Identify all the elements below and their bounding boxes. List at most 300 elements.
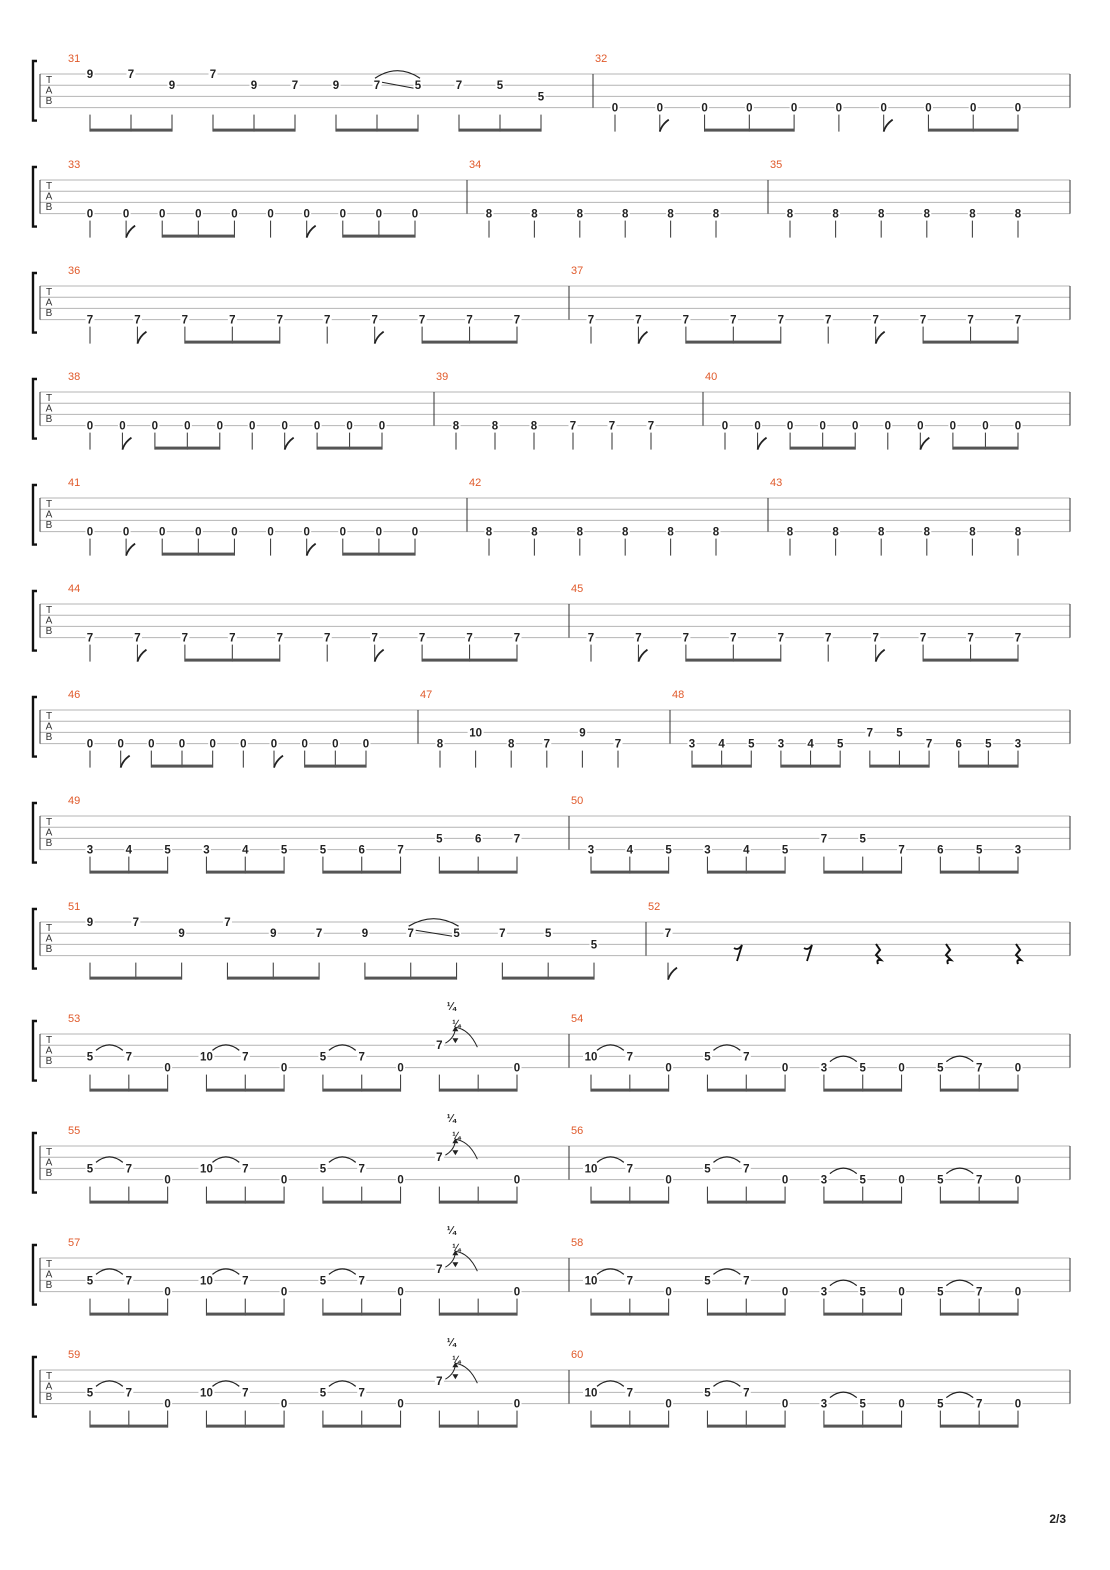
tab-clef-letter: T <box>45 605 53 616</box>
note-flag <box>660 120 669 132</box>
fret-number: 8 <box>786 208 794 221</box>
fret-number: 7 <box>436 1376 443 1389</box>
note-beam <box>90 1089 168 1092</box>
tab-system <box>33 1337 1070 1428</box>
tie-arc <box>212 1045 239 1051</box>
fret-number: 5 <box>781 844 789 857</box>
measure-number: 46 <box>68 689 81 701</box>
note-beam <box>591 1089 669 1092</box>
fret-number: 7 <box>682 314 690 327</box>
note-flag <box>884 120 893 132</box>
note-flag <box>375 650 384 662</box>
fret-number: 7 <box>371 314 378 327</box>
fret-number: 3 <box>1014 738 1022 751</box>
eighth-rest <box>734 945 742 961</box>
note-beam <box>591 1201 669 1204</box>
fret-number: 0 <box>164 1286 171 1299</box>
fret-number: 8 <box>531 526 538 539</box>
measure-number: 53 <box>68 1013 81 1025</box>
fret-number: 5 <box>859 833 866 846</box>
fret-number: 5 <box>280 844 288 857</box>
tab-clef-letter: T <box>45 1035 53 1046</box>
fret-number: 7 <box>743 1051 750 1064</box>
fret-number: 0 <box>209 738 216 751</box>
measure-number: 49 <box>68 795 81 807</box>
note-beam <box>940 1201 1018 1204</box>
fret-number: 0 <box>303 526 310 539</box>
fret-number: 7 <box>608 420 616 433</box>
note-beam <box>90 977 182 980</box>
fret-number: 8 <box>531 208 538 221</box>
fret-number: 7 <box>324 314 331 327</box>
fret-number: 7 <box>436 1152 443 1165</box>
fret-number: 7 <box>626 1051 634 1064</box>
fret-number: 5 <box>86 1051 94 1064</box>
fret-number: 3 <box>203 844 210 857</box>
note-beam <box>206 1425 284 1428</box>
note-beam <box>343 235 415 238</box>
system-bracket <box>33 803 37 863</box>
fret-number: 0 <box>240 738 247 751</box>
fret-number: 7 <box>86 632 94 645</box>
fret-number: 7 <box>872 632 879 645</box>
page-number: 2/3 <box>1049 1512 1066 1526</box>
tab-system <box>33 265 1070 344</box>
measure-number: 39 <box>436 371 449 383</box>
measure-number: 34 <box>469 159 482 171</box>
measure-number: 33 <box>68 159 81 171</box>
fret-number: 0 <box>122 526 130 539</box>
bend-amount-label: ¼ <box>446 1001 456 1013</box>
fret-number: 8 <box>576 526 584 539</box>
release-arrow <box>452 1374 458 1379</box>
fret-number: 8 <box>712 526 720 539</box>
measure-number: 40 <box>705 371 718 383</box>
fret-number: 0 <box>313 420 321 433</box>
fret-number: 0 <box>1014 1286 1022 1299</box>
fret-number: 9 <box>86 917 94 929</box>
note-beam <box>959 765 1018 768</box>
tab-clef-letter: A <box>45 933 53 945</box>
note-beam <box>439 1313 517 1316</box>
fret-number: 3 <box>820 1286 828 1299</box>
fret-number: 0 <box>280 1398 288 1411</box>
fret-number: 0 <box>611 102 619 115</box>
fret-number: 7 <box>626 1275 634 1288</box>
fret-number: 7 <box>397 844 404 857</box>
measure-number: 36 <box>68 265 81 277</box>
fret-number: 0 <box>925 102 932 115</box>
note-beam <box>707 1201 785 1204</box>
fret-number: 0 <box>86 526 94 539</box>
fret-number: 0 <box>159 208 166 221</box>
note-flag <box>920 438 929 450</box>
fret-number: 7 <box>358 1051 365 1064</box>
tab-clef-letter: B <box>45 520 53 531</box>
fret-number: 0 <box>880 102 887 115</box>
fret-number: 9 <box>168 80 176 93</box>
fret-number: 7 <box>682 632 690 645</box>
tie-arc <box>329 1269 356 1275</box>
fret-number: 0 <box>781 1398 789 1411</box>
note-beam <box>90 871 168 874</box>
fret-number: 5 <box>704 1387 711 1400</box>
note-flag <box>758 438 767 450</box>
tab-system <box>33 159 1070 238</box>
fret-number: 7 <box>1014 632 1022 645</box>
note-beam <box>305 765 366 768</box>
note-beam <box>323 1425 401 1428</box>
note-beam <box>591 1313 669 1316</box>
note-flag <box>668 968 677 980</box>
fret-number: 5 <box>544 928 552 941</box>
fret-number: 0 <box>301 738 308 751</box>
fret-number: 8 <box>1014 208 1022 221</box>
fret-number: 5 <box>164 844 171 857</box>
fret-number: 6 <box>358 844 365 857</box>
fret-number: 0 <box>1014 420 1022 433</box>
tab-clef-letter: B <box>45 944 53 955</box>
fret-number: 8 <box>485 526 493 539</box>
fret-number: 6 <box>955 738 962 751</box>
fret-number: 0 <box>375 208 383 221</box>
fret-number: 7 <box>373 80 381 93</box>
fret-number: 3 <box>704 844 711 857</box>
fret-number: 3 <box>86 844 94 857</box>
note-beam <box>940 871 1018 874</box>
fret-number: 5 <box>937 1286 944 1299</box>
fret-number: 7 <box>242 1163 249 1176</box>
note-flag <box>122 438 131 450</box>
fret-number: 0 <box>949 420 957 433</box>
fret-number: 0 <box>397 1174 404 1187</box>
release-curve <box>455 1251 477 1271</box>
fret-number: 0 <box>164 1062 171 1075</box>
fret-number: 0 <box>665 1286 672 1299</box>
fret-number: 0 <box>280 1286 288 1299</box>
note-beam <box>923 659 1018 662</box>
fret-number: 7 <box>125 1163 133 1176</box>
fret-number: 3 <box>820 1398 828 1411</box>
tab-clef-letter: T <box>45 923 53 934</box>
tab-clef-letter: B <box>45 1392 53 1403</box>
fret-number: 0 <box>781 1062 789 1075</box>
fret-number: 0 <box>375 526 383 539</box>
fret-number: 5 <box>86 1275 94 1288</box>
fret-number: 3 <box>820 1062 828 1075</box>
measure-number: 42 <box>469 477 482 489</box>
fret-number: 7 <box>777 632 784 645</box>
fret-number: 0 <box>231 526 238 539</box>
note-flag <box>638 332 647 344</box>
fret-number: 7 <box>181 314 189 327</box>
fret-number: 0 <box>119 420 126 433</box>
release-arrow <box>452 1150 458 1155</box>
fret-number: 7 <box>635 314 642 327</box>
fret-number: 7 <box>1014 314 1022 327</box>
fret-number: 0 <box>339 208 346 221</box>
fret-number: 8 <box>877 526 885 539</box>
fret-number: 7 <box>229 632 236 645</box>
tab-clef-letter: T <box>45 287 53 298</box>
system-bracket <box>33 1021 37 1081</box>
fret-number: 8 <box>667 208 674 221</box>
note-flag <box>121 756 130 768</box>
fret-number: 5 <box>86 1387 94 1400</box>
fret-number: 0 <box>164 1174 171 1187</box>
tab-clef-letter: B <box>45 202 53 213</box>
fret-number: 7 <box>86 314 94 327</box>
fret-number: 5 <box>537 91 545 104</box>
tab-clef-letter: A <box>45 191 53 203</box>
note-beam <box>940 1425 1018 1428</box>
fret-number: 5 <box>319 1275 327 1288</box>
fret-number: 7 <box>276 314 283 327</box>
tie-arc <box>96 1157 123 1163</box>
tab-clef-letter: B <box>45 414 53 425</box>
tie-arc <box>212 1381 239 1387</box>
fret-number: 8 <box>436 738 444 751</box>
fret-number: 8 <box>712 208 720 221</box>
measure-number: 45 <box>571 583 584 595</box>
tie-arc <box>830 1056 857 1062</box>
note-beam <box>317 447 382 450</box>
note-beam <box>824 1089 902 1092</box>
fret-number: 10 <box>200 1051 213 1064</box>
note-beam <box>790 447 855 450</box>
fret-number: 7 <box>358 1275 365 1288</box>
fret-number: 7 <box>925 738 933 751</box>
fret-number: 5 <box>896 727 903 740</box>
fret-number: 0 <box>249 420 256 433</box>
fret-number: 7 <box>315 928 323 941</box>
fret-number: 7 <box>242 1275 249 1288</box>
fret-number: 3 <box>777 738 785 751</box>
fret-number: 0 <box>513 1398 521 1411</box>
quarter-rest <box>876 944 881 964</box>
fret-number: 7 <box>975 1398 983 1411</box>
measure-number: 58 <box>571 1237 584 1249</box>
tab-clef-letter: A <box>45 615 53 627</box>
fret-number: 8 <box>923 526 931 539</box>
fret-number: 7 <box>132 917 140 929</box>
fret-number: 7 <box>967 314 974 327</box>
fret-number: 7 <box>777 314 784 327</box>
fret-number: 0 <box>786 420 794 433</box>
fret-number: 0 <box>884 420 891 433</box>
note-beam <box>824 1201 902 1204</box>
fret-number: 7 <box>587 314 595 327</box>
measure-number: 44 <box>68 583 81 595</box>
tab-system <box>33 583 1070 662</box>
tab-clef-letter: A <box>45 85 53 97</box>
fret-number: 7 <box>242 1051 249 1064</box>
fret-number: 0 <box>835 102 843 115</box>
measure-number: 60 <box>571 1349 584 1361</box>
tab-system <box>33 689 1070 768</box>
tab-system <box>33 53 1070 132</box>
measure-number: 41 <box>68 477 81 489</box>
tab-clef-letter: T <box>45 75 53 86</box>
note-beam <box>824 871 902 874</box>
fret-number: 5 <box>319 844 327 857</box>
tab-clef-letter: T <box>45 393 53 404</box>
fret-number: 7 <box>919 314 927 327</box>
tie-arc <box>830 1392 857 1398</box>
fret-number: 8 <box>877 208 885 221</box>
fret-number: 3 <box>820 1174 828 1187</box>
fret-number: 0 <box>339 526 346 539</box>
note-beam <box>336 129 418 132</box>
note-beam <box>439 1201 517 1204</box>
release-curve <box>455 1139 477 1159</box>
fret-number: 0 <box>513 1062 521 1075</box>
tab-clef-letter: T <box>45 1371 53 1382</box>
fret-number: 7 <box>967 632 974 645</box>
fret-number: 10 <box>469 727 482 740</box>
fret-number: 4 <box>125 844 133 857</box>
fret-number: 0 <box>665 1174 672 1187</box>
tab-clef-letter: B <box>45 626 53 637</box>
note-beam <box>692 765 751 768</box>
fret-number: 0 <box>270 738 278 751</box>
tab-clef-letter: A <box>45 721 53 733</box>
note-beam <box>206 871 284 874</box>
note-beam <box>953 447 1018 450</box>
tab-system <box>33 1225 1070 1316</box>
fret-number: 9 <box>178 928 185 941</box>
measure-number: 59 <box>68 1349 81 1361</box>
fret-number: 10 <box>200 1163 213 1176</box>
fret-number: 0 <box>781 1174 789 1187</box>
measure-number: 48 <box>672 689 685 701</box>
tie-arc <box>597 1045 624 1051</box>
tab-clef-letter: T <box>45 499 53 510</box>
measure-number: 55 <box>68 1125 81 1137</box>
system-bracket <box>33 61 37 121</box>
tab-clef-letter: B <box>45 732 53 743</box>
fret-number: 7 <box>466 314 473 327</box>
fret-number: 8 <box>485 208 493 221</box>
fret-number: 7 <box>224 917 231 929</box>
fret-number: 0 <box>790 102 798 115</box>
tab-clef-letter: A <box>45 1157 53 1169</box>
tab-system <box>33 1113 1070 1204</box>
fret-number: 3 <box>587 844 595 857</box>
system-bracket <box>33 591 37 651</box>
fret-number: 4 <box>242 844 249 857</box>
fret-number: 7 <box>898 844 905 857</box>
fret-number: 0 <box>86 208 94 221</box>
fret-number: 0 <box>970 102 977 115</box>
note-beam <box>591 1425 669 1428</box>
tie-arc <box>96 1269 123 1275</box>
fret-number: 8 <box>969 526 976 539</box>
quarter-rest <box>946 944 951 964</box>
note-flag <box>137 650 146 662</box>
release-amount-label: ¼ <box>452 1355 461 1366</box>
tie-arc <box>597 1269 624 1275</box>
fret-number: 3 <box>1014 844 1022 857</box>
tab-system <box>33 795 1070 874</box>
fret-number: 7 <box>125 1051 133 1064</box>
fret-number: 0 <box>267 208 274 221</box>
fret-number: 7 <box>125 1387 133 1400</box>
fret-number: 7 <box>569 420 577 433</box>
note-beam <box>90 1201 168 1204</box>
fret-number: 0 <box>397 1286 404 1299</box>
tie-arc <box>946 1280 973 1286</box>
note-beam <box>824 1425 902 1428</box>
tab-clef-letter: A <box>45 509 53 521</box>
fret-number: 7 <box>587 632 595 645</box>
fret-number: 0 <box>280 1062 288 1075</box>
release-amount-label: ¼ <box>452 1131 461 1142</box>
measure-number: 35 <box>770 159 783 171</box>
fret-number: 7 <box>513 632 521 645</box>
fret-number: 7 <box>919 632 927 645</box>
fret-number: 7 <box>635 632 642 645</box>
fret-number: 7 <box>242 1387 249 1400</box>
measure-number: 31 <box>68 53 81 65</box>
fret-number: 7 <box>436 1264 443 1277</box>
tab-clef-letter: T <box>45 1147 53 1158</box>
tie-arc <box>713 1157 740 1163</box>
tie-arc <box>597 1381 624 1387</box>
note-flag <box>375 332 384 344</box>
fret-number: 0 <box>303 208 310 221</box>
fret-number: 7 <box>209 69 217 81</box>
tab-clef-letter: T <box>45 181 53 192</box>
fret-number: 0 <box>898 1398 905 1411</box>
fret-number: 0 <box>281 420 288 433</box>
fret-number: 8 <box>969 208 976 221</box>
tie-arc <box>713 1045 740 1051</box>
fret-number: 9 <box>579 727 586 740</box>
fret-number: 0 <box>216 420 223 433</box>
fret-number: 0 <box>1014 1174 1022 1187</box>
note-beam <box>686 341 781 344</box>
tie-arc <box>329 1381 356 1387</box>
fret-number: 9 <box>270 928 277 941</box>
fret-number: 7 <box>466 632 473 645</box>
fret-number: 0 <box>781 1286 789 1299</box>
fret-number: 0 <box>898 1286 905 1299</box>
fret-number: 5 <box>319 1051 327 1064</box>
note-beam <box>323 1201 401 1204</box>
eighth-rest <box>804 945 812 961</box>
tie-arc <box>597 1157 624 1163</box>
tie-arc <box>713 1269 740 1275</box>
fret-number: 7 <box>371 632 378 645</box>
fret-number: 5 <box>496 80 504 93</box>
bend-amount-label: ¼ <box>446 1337 456 1349</box>
fret-number: 7 <box>543 738 551 751</box>
note-beam <box>422 659 517 662</box>
note-beam <box>923 341 1018 344</box>
fret-number: 10 <box>584 1163 598 1176</box>
fret-number: 5 <box>859 1174 866 1187</box>
system-bracket <box>33 1357 37 1417</box>
tie-arc <box>329 1045 356 1051</box>
fret-number: 7 <box>664 928 672 941</box>
fret-number: 7 <box>872 314 879 327</box>
fret-number: 7 <box>134 632 141 645</box>
tab-clef-letter: T <box>45 1259 53 1270</box>
tie-arc <box>830 1280 857 1286</box>
fret-number: 7 <box>825 314 832 327</box>
fret-number: 7 <box>743 1275 750 1288</box>
